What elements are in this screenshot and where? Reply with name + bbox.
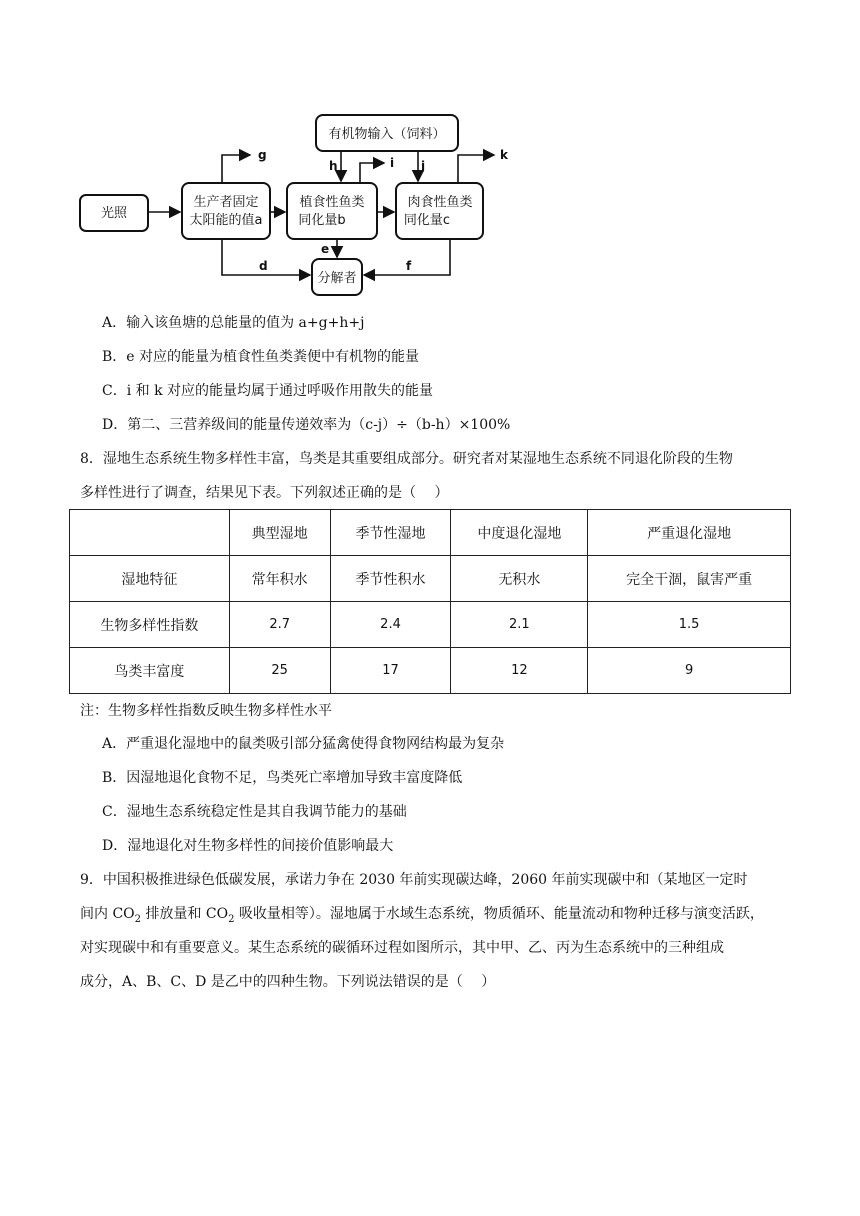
table-cell: 季节性积水 [330, 556, 451, 602]
table-cell: 生物多样性指数 [70, 602, 230, 648]
q8-stem-line1: 8．湿地生态系统生物多样性丰富，鸟类是其重要组成部分。研究者对某湿地生态系统不同退化阶段的生物 [80, 451, 733, 467]
q9-line4: 成分，A、B、C、D 是乙中的四种生物。下列说法错误的是（ ） [80, 974, 496, 990]
label-d: d [259, 259, 268, 273]
q8-note: 注：生物多样性指数反映生物多样性水平 [80, 703, 332, 719]
producer-box [182, 183, 270, 239]
table-cell [70, 510, 230, 556]
table-cell: 2.4 [330, 602, 451, 648]
label-f: f [406, 259, 412, 273]
table-cell: 1.5 [588, 602, 791, 648]
table-cell: 25 [229, 648, 330, 694]
q9-line1: 9．中国积极推进绿色低碳发展，承诺力争在 2030 年前实现碳达峰，2060 年前实现碳中和（某地区一定时 [80, 872, 748, 888]
table-cell: 中度退化湿地 [451, 510, 588, 556]
q7-option-a: A．输入该鱼塘的总能量的值为 a+g+h+j [102, 315, 365, 331]
carnivore-label-2: 同化量c [403, 213, 451, 228]
herbivore-label-2: 同化量b [298, 213, 346, 228]
table-cell: 常年积水 [229, 556, 330, 602]
q8-option-a: A．严重退化湿地中的鼠类吸引部分猛禽使得食物网结构最为复杂 [102, 736, 505, 752]
q9-line2: 间内 $CO_2$ 排放量和 $CO_2$ 吸收量相等）。湿地属于水域生态系统，物质循环、能量流动和物种迁移与演变活跃， [80, 906, 764, 925]
table-cell: 典型湿地 [229, 510, 330, 556]
q8-option-b: B．因湿地退化食物不足，鸟类死亡率增加导致丰富度降低 [102, 770, 463, 786]
decomposer-label: 分解者 [317, 271, 357, 286]
label-g: g [258, 148, 267, 162]
table-row [70, 556, 791, 602]
q7-option-c: C．i 和 k 对应的能量均属于通过呼吸作用散失的能量 [102, 383, 434, 399]
q8-option-d: D．湿地退化对生物多样性的间接价值影响最大 [102, 838, 394, 854]
carnivore-box [396, 183, 483, 239]
light-label: 光照 [100, 206, 128, 221]
label-i: i [390, 156, 395, 170]
table-cell: 17 [330, 648, 451, 694]
table-cell: 2.7 [229, 602, 330, 648]
table-header-row [70, 510, 791, 556]
q8-stem-line2: 多样性进行了调查，结果见下表。下列叙述正确的是（ ） [80, 485, 449, 501]
herbivore-label-1: 植食性鱼类 [299, 195, 365, 210]
table-cell: 严重退化湿地 [588, 510, 791, 556]
organic-input-label: 有机物输入（饲料） [328, 127, 446, 142]
table-cell: 12 [451, 648, 588, 694]
q8-option-c: C．湿地生态系统稳定性是其自我调节能力的基础 [102, 804, 407, 820]
producer-label-1: 生产者固定 [193, 195, 259, 210]
table-cell: 无积水 [451, 556, 588, 602]
label-j: j [421, 159, 426, 173]
label-h: h [329, 159, 338, 173]
table-row [70, 602, 791, 648]
herbivore-box [287, 183, 377, 239]
table-row [70, 648, 791, 694]
table-cell: 鸟类丰富度 [70, 648, 230, 694]
label-e: e [321, 242, 330, 256]
table-cell: 季节性湿地 [330, 510, 451, 556]
carnivore-label-1: 肉食性鱼类 [407, 195, 473, 210]
table-cell: 9 [588, 648, 791, 694]
table-cell: 完全干涸，鼠害严重 [588, 556, 791, 602]
producer-label-2: 太阳能的值a [189, 213, 263, 228]
label-k: k [500, 148, 508, 162]
table-cell: 2.1 [451, 602, 588, 648]
q7-option-d: D．第二、三营养级间的能量传递效率为（c-j）÷（b-h）×100% [102, 417, 511, 433]
wetland-table [69, 509, 791, 694]
energy-flow-diagram [0, 0, 860, 310]
q7-option-b: B．e 对应的能量为植食性鱼类粪便中有机物的能量 [102, 349, 420, 365]
q9-line3: 对实现碳中和有重要意义。某生态系统的碳循环过程如图所示，其中甲、乙、丙为生态系统中的三种组成 [80, 940, 724, 956]
table-cell: 湿地特征 [70, 556, 230, 602]
